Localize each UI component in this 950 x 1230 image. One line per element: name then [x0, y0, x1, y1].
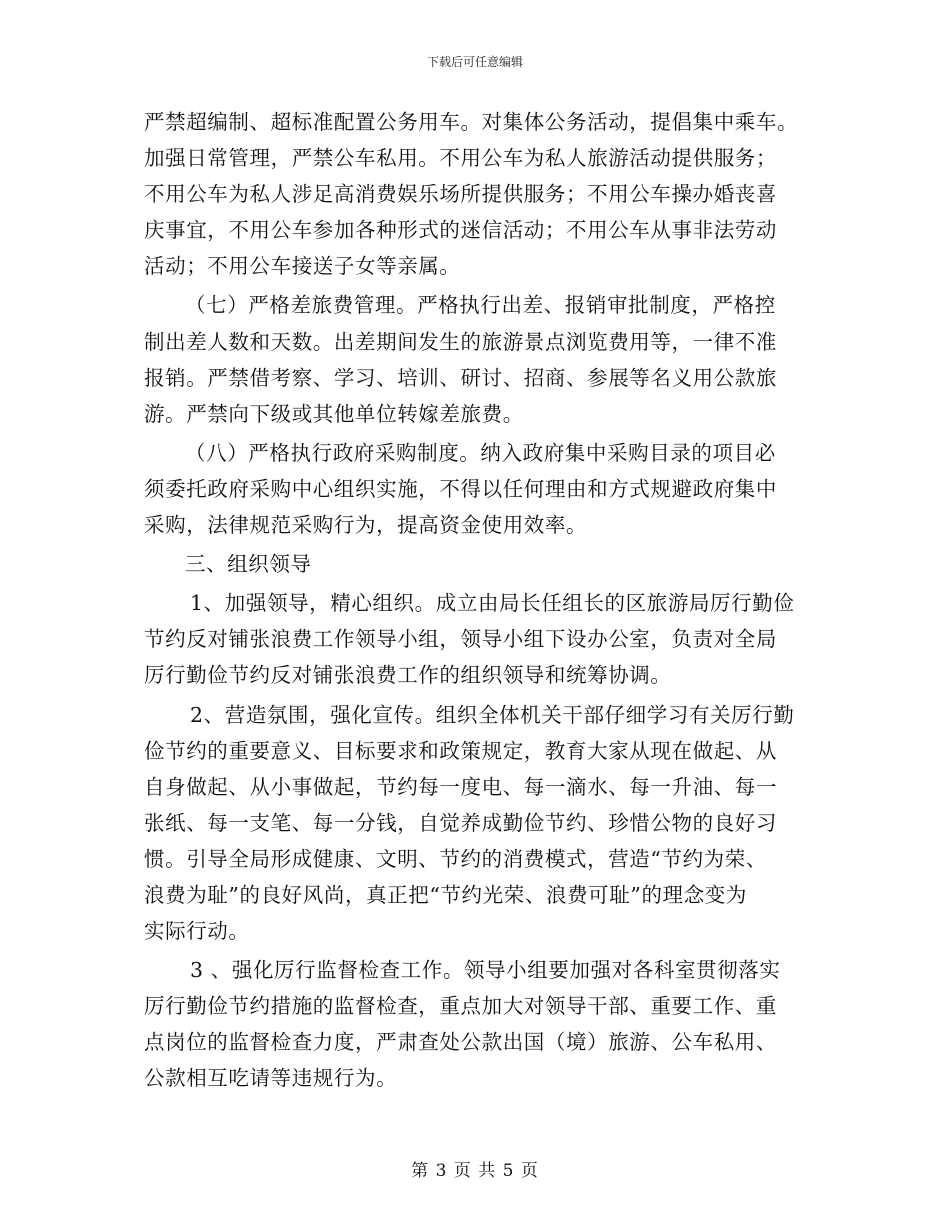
text-line: 点岗位的监督检查力度，严肃查处公款出国（境）旅游、公车私用、 — [144, 1030, 777, 1055]
paragraph-leadership — [144, 585, 808, 693]
page-header: 下载后可任意编辑 — [426, 55, 523, 69]
text-line: 须委托政府采购中心组织实施，不得以任何理由和方式规避政府集中 — [144, 476, 777, 501]
text-line: 公款相互吃请等违规行为。 — [144, 1066, 398, 1091]
text-line: 不用公车为私人涉足高消费娱乐场所提供服务；不用公车操办婚丧喜 — [144, 182, 777, 207]
text-line: 三、组织领导 — [185, 552, 312, 577]
text-line: 活动；不用公车接送子女等亲属。 — [144, 254, 461, 279]
text-line: 报销。严禁借考察、学习、培训、研讨、招商、参展等名义用公款旅 — [144, 365, 777, 390]
text-line: 张纸、每一支笔、每一分钱，自觉养成勤俭节约、珍惜公物的良好习 — [144, 810, 777, 835]
text-line: 采购，法律规范采购行为，提高资金使用效率。 — [144, 513, 588, 538]
document-body — [144, 104, 808, 1097]
text-line: 实际行动。 — [144, 919, 250, 944]
paragraph-publicity — [144, 697, 808, 950]
paragraph-travel-expenses — [144, 287, 808, 431]
paragraph-supervision — [144, 952, 808, 1096]
text-line: 加强日常管理，严禁公车私用。不用公车为私人旅游活动提供服务； — [144, 146, 777, 171]
text-line: （八）严格执行政府采购制度。纳入政府集中采购目录的项目必 — [185, 440, 776, 465]
text-line: 制出差人数和天数。出差期间发生的旅游景点浏览费用等，一律不准 — [144, 329, 777, 354]
text-line: 浪费为耻”的良好风尚，真正把“节约光荣、浪费可耻”的理念变为 — [144, 882, 747, 907]
text-line: 俭节约的重要意义、目标要求和政策规定，教育大家从现在做起、从 — [144, 738, 777, 763]
text-line: 严禁超编制、超标准配置公务用车。对集体公务活动，提倡集中乘车。 — [144, 110, 799, 134]
section-heading — [144, 546, 808, 582]
text-line: 游。严禁向下级或其他单位转嫁差旅费。 — [144, 401, 524, 426]
text-line: 厉行勤俭节约反对铺张浪费工作的组织领导和统筹协调。 — [144, 663, 672, 688]
page-number: 第 3 页 共 5 页 — [411, 1161, 539, 1181]
text-line: 自身做起、从小事做起，节约每一度电、每一滴水、每一升油、每一 — [144, 774, 777, 799]
text-line: 1、加强领导，精心组织。成立由局长任组长的区旅游局厉行勤俭 — [190, 591, 795, 616]
paragraph-procurement — [144, 435, 808, 543]
text-line: 惯。引导全局形成健康、文明、节约的消费模式，营造“节约为荣、 — [144, 846, 767, 871]
paragraph-official-vehicles — [144, 104, 808, 284]
text-line: 庆事宜，不用公车参加各种形式的迷信活动；不用公车从事非法劳动 — [144, 218, 777, 243]
text-line: 3 、强化厉行监督检查工作。领导小组要加强对各科室贯彻落实 — [190, 958, 781, 983]
text-line: 2、营造氛围，强化宣传。组织全体机关干部仔细学习有关厉行勤 — [190, 702, 795, 727]
text-line: 厉行勤俭节约措施的监督检查，重点加大对领导干部、重要工作、重 — [144, 994, 777, 1019]
text-line: 节约反对铺张浪费工作领导小组，领导小组下设办公室，负责对全局 — [144, 627, 777, 652]
text-line: （七）严格差旅费管理。严格执行出差、报销审批制度，严格控 — [185, 293, 776, 318]
